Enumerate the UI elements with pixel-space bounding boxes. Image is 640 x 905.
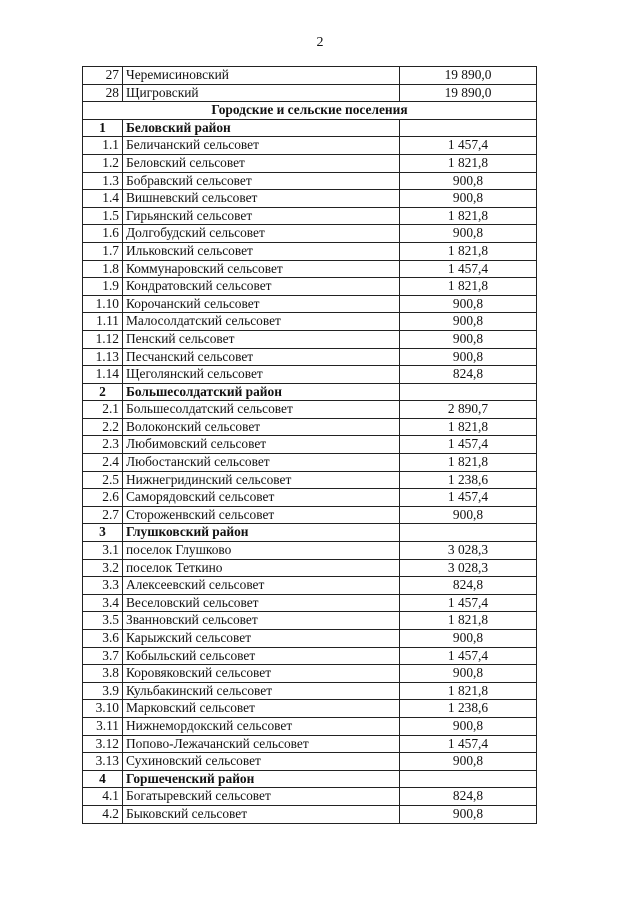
row-value: 1 821,8	[400, 278, 537, 296]
row-number: 28	[83, 84, 123, 102]
table-row	[83, 647, 537, 665]
row-name: Нижнегридинский сельсовет	[123, 471, 400, 489]
row-name: Щигровский	[123, 84, 400, 102]
row-number: 3.5	[83, 612, 123, 630]
table-row	[83, 137, 537, 155]
row-number: 1.3	[83, 172, 123, 190]
table-row	[83, 330, 537, 348]
row-value: 900,8	[400, 313, 537, 331]
row-number: 3.11	[83, 717, 123, 735]
row-number: 4.1	[83, 788, 123, 806]
row-value: 1 457,4	[400, 260, 537, 278]
row-name: Сухиновский сельсовет	[123, 753, 400, 771]
row-value: 824,8	[400, 577, 537, 595]
row-number: 3.13	[83, 753, 123, 771]
row-name: Коммунаровский сельсовет	[123, 260, 400, 278]
row-value: 1 821,8	[400, 454, 537, 472]
row-number: 3.1	[83, 542, 123, 560]
row-value: 1 238,6	[400, 471, 537, 489]
row-name: Пенский сельсовет	[123, 330, 400, 348]
row-name: Долгобудский сельсовет	[123, 225, 400, 243]
row-name: Богатыревский сельсовет	[123, 788, 400, 806]
table-row	[83, 313, 537, 331]
row-name: Ильковский сельсовет	[123, 242, 400, 260]
row-number: 1.4	[83, 190, 123, 208]
row-number: 3.2	[83, 559, 123, 577]
district-row	[83, 524, 537, 542]
row-number: 1.11	[83, 313, 123, 331]
row-number: 2.1	[83, 401, 123, 419]
row-number: 2.6	[83, 489, 123, 507]
row-name: Званновский сельсовет	[123, 612, 400, 630]
page-number: 2	[316, 35, 324, 50]
row-value: 1 238,6	[400, 700, 537, 718]
row-value	[400, 383, 537, 401]
row-value: 900,8	[400, 630, 537, 648]
row-name: Черемисиновский	[123, 67, 400, 85]
table-row	[83, 471, 537, 489]
row-number: 3.8	[83, 665, 123, 683]
row-value: 1 821,8	[400, 612, 537, 630]
table-row	[83, 753, 537, 771]
row-value: 900,8	[400, 172, 537, 190]
table-row	[83, 154, 537, 172]
table-row	[83, 418, 537, 436]
row-value: 1 457,4	[400, 594, 537, 612]
table-row	[83, 506, 537, 524]
row-number: 3.12	[83, 735, 123, 753]
table-row	[83, 401, 537, 419]
table-row	[83, 278, 537, 296]
table-row	[83, 630, 537, 648]
table-row	[83, 700, 537, 718]
row-number: 2.7	[83, 506, 123, 524]
row-name: Веселовский сельсовет	[123, 594, 400, 612]
row-number: 2.4	[83, 454, 123, 472]
row-value: 900,8	[400, 805, 537, 823]
district-row	[83, 119, 537, 137]
row-value: 1 821,8	[400, 207, 537, 225]
row-number: 1.13	[83, 348, 123, 366]
row-number: 3.4	[83, 594, 123, 612]
table-row	[83, 542, 537, 560]
row-number: 1.14	[83, 366, 123, 384]
row-name: Стороженвский сельсовет	[123, 506, 400, 524]
row-name: поселок Теткино	[123, 559, 400, 577]
row-name: Карыжский сельсовет	[123, 630, 400, 648]
district-row	[83, 770, 537, 788]
row-name: Любимовский сельсовет	[123, 436, 400, 454]
row-name: Быковский сельсовет	[123, 805, 400, 823]
row-value: 900,8	[400, 348, 537, 366]
row-name: Коровяковский сельсовет	[123, 665, 400, 683]
row-value	[400, 770, 537, 788]
row-number: 1.10	[83, 295, 123, 313]
row-name: Марковский сельсовет	[123, 700, 400, 718]
row-value: 824,8	[400, 366, 537, 384]
row-number: 1.1	[83, 137, 123, 155]
section-header-row	[83, 102, 537, 120]
row-name: Песчанский сельсовет	[123, 348, 400, 366]
row-name: Гирьянский сельсовет	[123, 207, 400, 225]
row-value: 19 890,0	[400, 84, 537, 102]
table-row	[83, 577, 537, 595]
row-name: Саморядовский сельсовет	[123, 489, 400, 507]
row-value: 1 821,8	[400, 682, 537, 700]
row-name: Корочанский сельсовет	[123, 295, 400, 313]
row-number: 1.9	[83, 278, 123, 296]
row-number: 1.12	[83, 330, 123, 348]
row-number: 1.5	[83, 207, 123, 225]
row-name: Бобравский сельсовет	[123, 172, 400, 190]
row-value: 1 821,8	[400, 418, 537, 436]
table-row	[83, 735, 537, 753]
row-value: 1 457,4	[400, 647, 537, 665]
allocation-table	[82, 66, 537, 824]
row-name: Большесолдатский район	[123, 383, 400, 401]
table-row	[83, 242, 537, 260]
row-value: 900,8	[400, 190, 537, 208]
row-value: 900,8	[400, 506, 537, 524]
row-number: 3.7	[83, 647, 123, 665]
table-row	[83, 436, 537, 454]
row-name: Волоконский сельсовет	[123, 418, 400, 436]
table-row	[83, 348, 537, 366]
row-number: 4.2	[83, 805, 123, 823]
row-value: 3 028,3	[400, 559, 537, 577]
row-value: 900,8	[400, 225, 537, 243]
row-name: Беличанский сельсовет	[123, 137, 400, 155]
row-name: Кобыльский сельсовет	[123, 647, 400, 665]
row-number: 2	[83, 383, 123, 401]
row-name: Попово-Лежачанский сельсовет	[123, 735, 400, 753]
row-number: 2.5	[83, 471, 123, 489]
row-number: 1.7	[83, 242, 123, 260]
row-value	[400, 524, 537, 542]
table-row	[83, 788, 537, 806]
row-name: Большесолдатский сельсовет	[123, 401, 400, 419]
district-row	[83, 383, 537, 401]
table-row	[83, 805, 537, 823]
table-row	[83, 67, 537, 85]
row-number: 3.9	[83, 682, 123, 700]
table-row	[83, 594, 537, 612]
row-value: 1 821,8	[400, 154, 537, 172]
row-value: 824,8	[400, 788, 537, 806]
table-row	[83, 559, 537, 577]
row-value: 1 457,4	[400, 735, 537, 753]
row-number: 2.3	[83, 436, 123, 454]
row-value: 1 457,4	[400, 436, 537, 454]
row-name: поселок Глушково	[123, 542, 400, 560]
section-title: Городские и сельские поселения	[83, 102, 537, 120]
table-row	[83, 717, 537, 735]
row-name: Любостанский сельсовет	[123, 454, 400, 472]
row-value: 900,8	[400, 665, 537, 683]
row-name: Кульбакинский сельсовет	[123, 682, 400, 700]
row-number: 1	[83, 119, 123, 137]
table-row	[83, 295, 537, 313]
row-value: 1 821,8	[400, 242, 537, 260]
row-name: Глушковский район	[123, 524, 400, 542]
table-row	[83, 172, 537, 190]
row-name: Нижнемордокский сельсовет	[123, 717, 400, 735]
row-value: 900,8	[400, 330, 537, 348]
row-value: 900,8	[400, 717, 537, 735]
table-row	[83, 682, 537, 700]
row-number: 3	[83, 524, 123, 542]
row-number: 1.6	[83, 225, 123, 243]
row-value: 2 890,7	[400, 401, 537, 419]
table-row	[83, 207, 537, 225]
row-number: 27	[83, 67, 123, 85]
table-row	[83, 260, 537, 278]
row-number: 1.8	[83, 260, 123, 278]
row-number: 4	[83, 770, 123, 788]
row-value: 19 890,0	[400, 67, 537, 85]
row-name: Алексеевский сельсовет	[123, 577, 400, 595]
row-name: Беловский сельсовет	[123, 154, 400, 172]
row-name: Малосолдатский сельсовет	[123, 313, 400, 331]
row-value: 3 028,3	[400, 542, 537, 560]
table-row	[83, 366, 537, 384]
row-number: 3.3	[83, 577, 123, 595]
row-name: Беловский район	[123, 119, 400, 137]
table-row	[83, 665, 537, 683]
row-value: 1 457,4	[400, 489, 537, 507]
row-number: 3.10	[83, 700, 123, 718]
row-number: 2.2	[83, 418, 123, 436]
table-row	[83, 489, 537, 507]
row-name: Кондратовский сельсовет	[123, 278, 400, 296]
table-row	[83, 612, 537, 630]
table-row	[83, 190, 537, 208]
row-value: 900,8	[400, 295, 537, 313]
table-body	[83, 67, 537, 824]
row-name: Горшеченский район	[123, 770, 400, 788]
row-name: Вишневский сельсовет	[123, 190, 400, 208]
row-value	[400, 119, 537, 137]
row-number: 3.6	[83, 630, 123, 648]
table-row	[83, 454, 537, 472]
table-row	[83, 225, 537, 243]
row-value: 900,8	[400, 753, 537, 771]
row-value: 1 457,4	[400, 137, 537, 155]
table-row	[83, 84, 537, 102]
row-number: 1.2	[83, 154, 123, 172]
row-name: Щеголянский сельсовет	[123, 366, 400, 384]
